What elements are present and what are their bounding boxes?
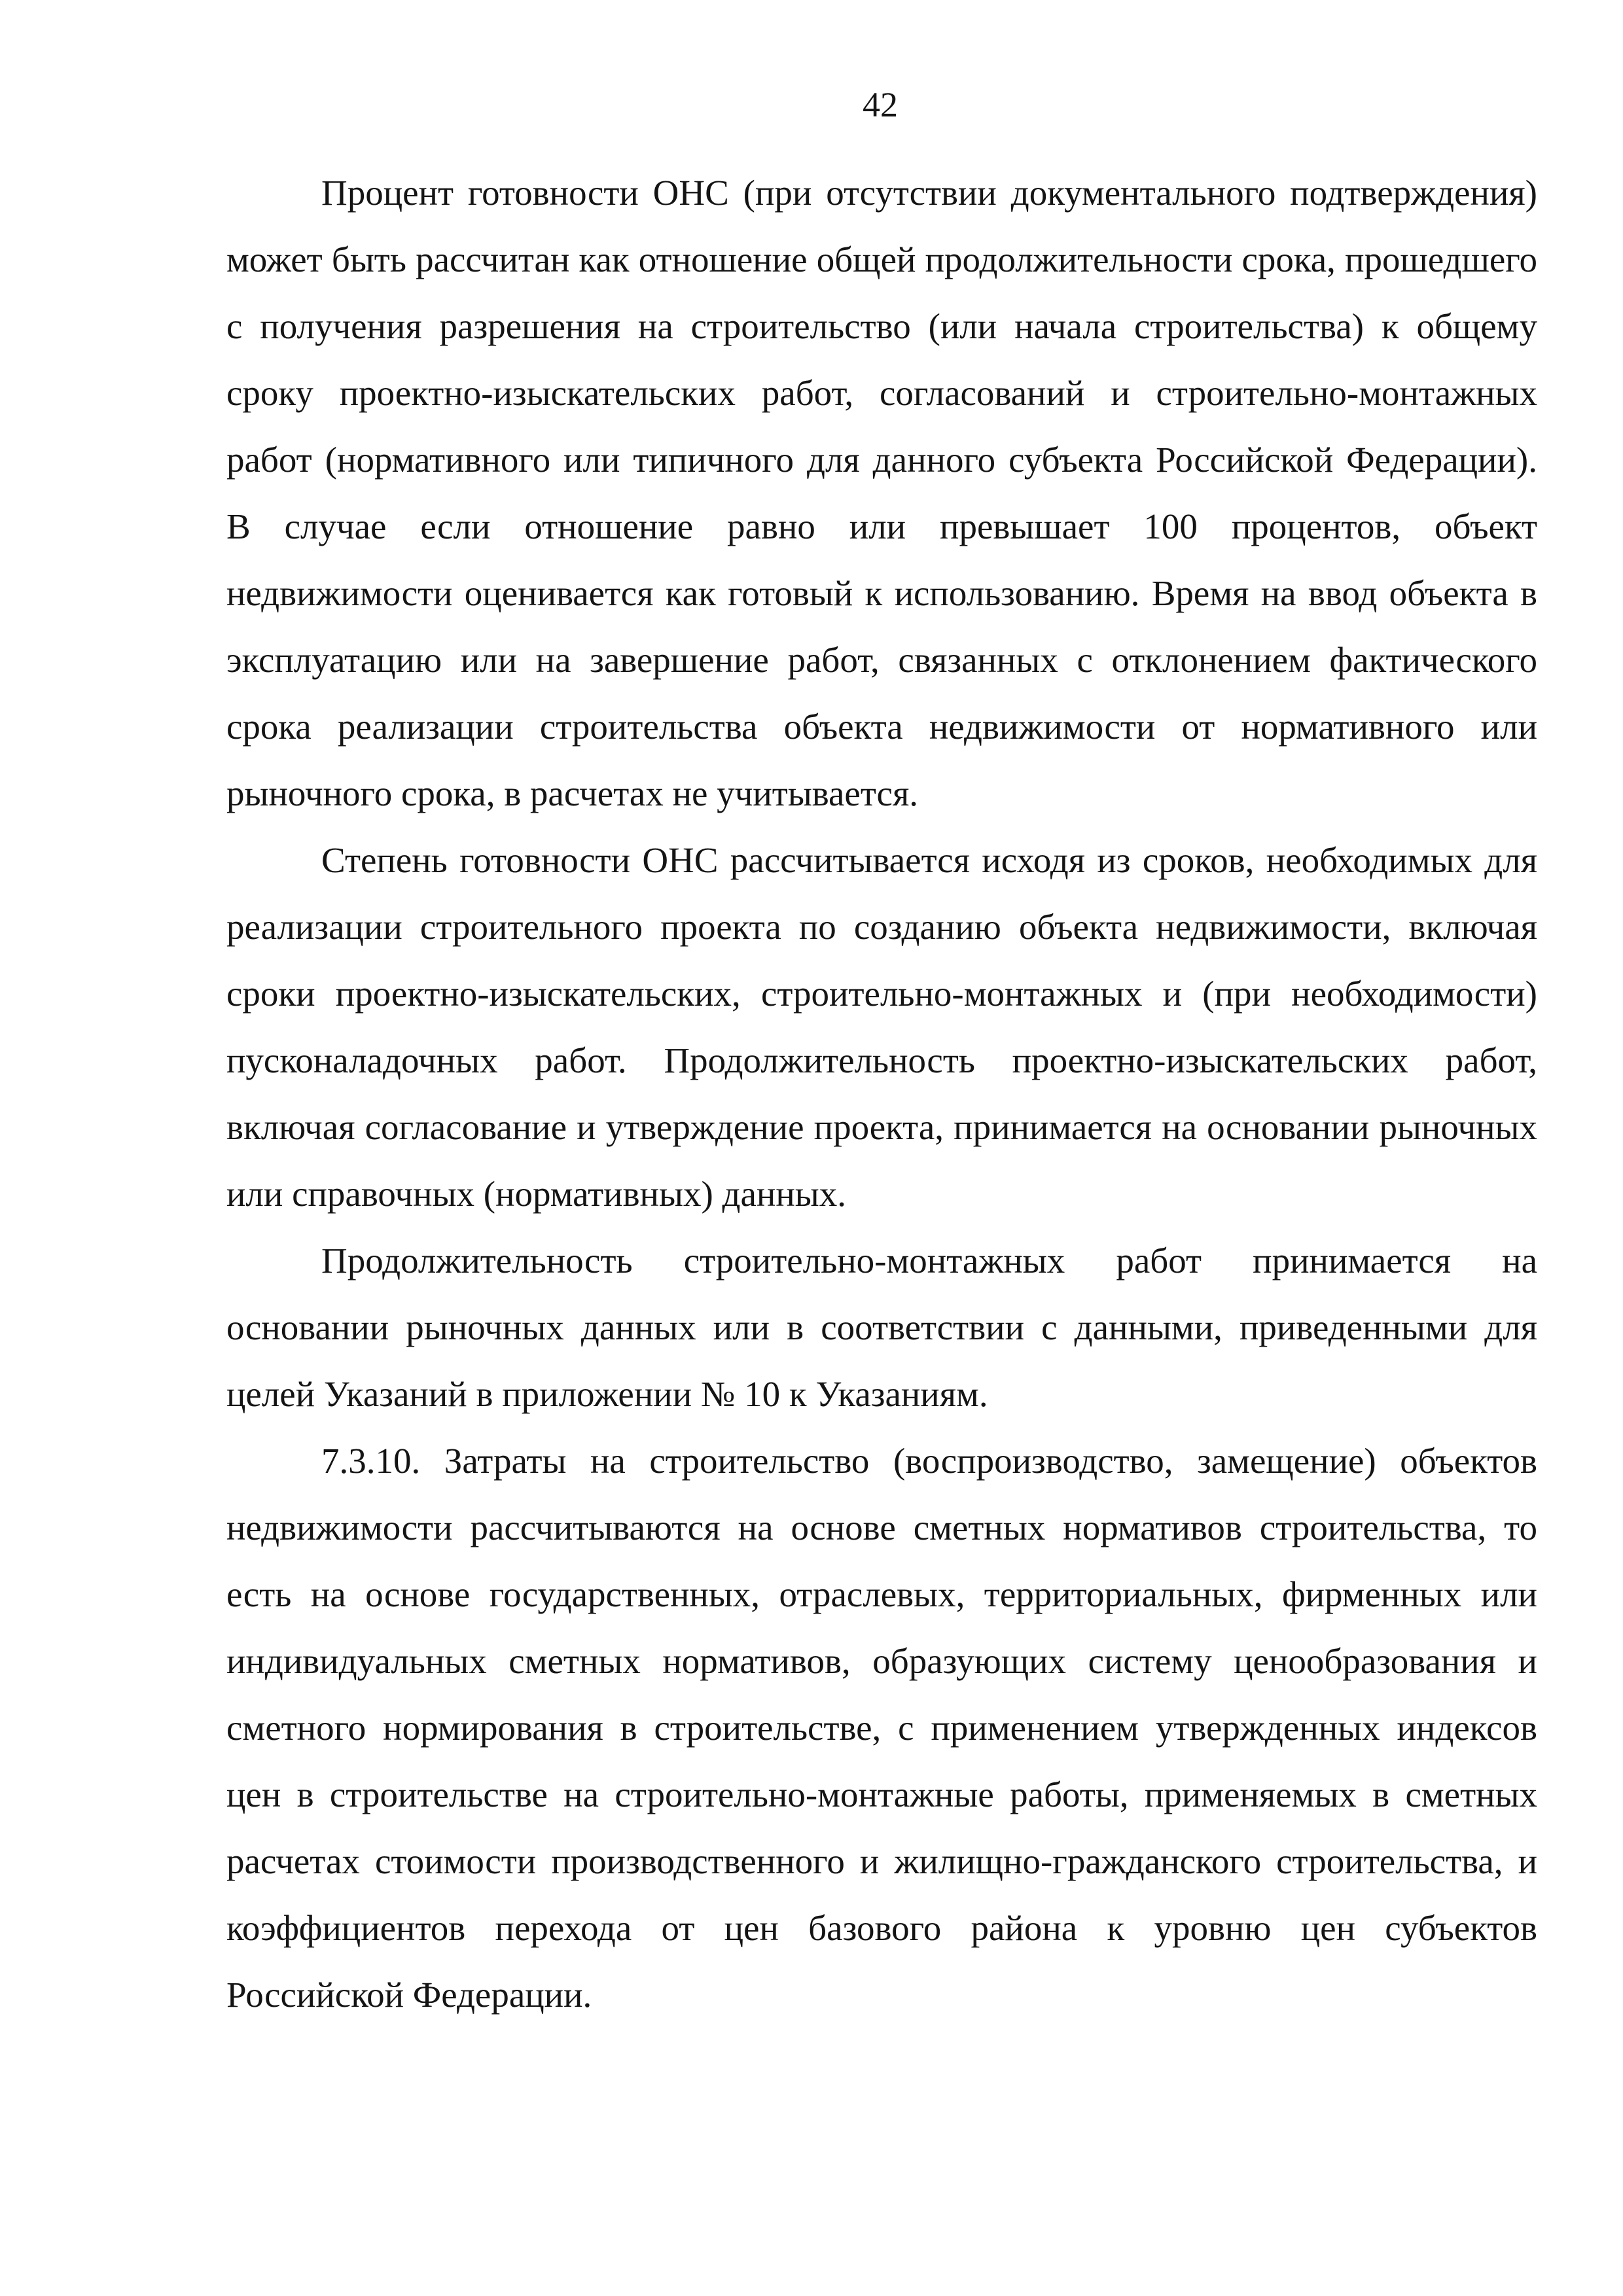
page-number: 42 [863, 85, 898, 124]
paragraph-section-7-3-10: 7.3.10. Затраты на строительство (воспроизводство, замещение) объектов недвижимости рассчитываются на основе сметных нормативов строительства, то есть на основе государственных, отраслевых, территориальных, фирменных или индивидуальных сметных нормативов, образующих систему ценообразования и сметного нормирования в строительстве, с применением утвержденных индексов цен в строительстве на строительно-монтажные работы, применяемых в сметных расчетах стоимости производственного и жилищно-гражданского строительства, и коэффициентов перехода от цен базового района к уровню цен субъектов Российской Федерации. [226, 1441, 1537, 2015]
document-body [226, 160, 1537, 2028]
paragraph-readiness-percent: Процент готовности ОНС (при отсутствии документального подтверждения) может быть рассчитан как отношение общей продолжительности срока, прошедшего с получения разрешения на строительство (или начала строительства) к общему сроку проектно-изыскательских работ, согласований и строительно-монтажных работ (нормативного или типичного для данного субъекта Российской Федерации). В случае если отношение равно или превышает 100 процентов, объект недвижимости оценивается как готовый к использованию. Время на ввод объекта в эксплуатацию или на завершение работ, связанных с отклонением фактического срока реализации строительства объекта недвижимости от нормативного или рыночного срока, в расчетах не учитывается. [226, 173, 1537, 813]
paragraph-readiness-degree: Степень готовности ОНС рассчитывается исходя из сроков, необходимых для реализации строительного проекта по созданию объекта недвижимости, включая сроки проектно-изыскательских, строительно-монтажных и (при необходимости) пусконаладочных работ. Продолжительность проектно-изыскательских работ, включая согласование и утверждение проекта, принимается на основании рыночных или справочных (нормативных) данных. [226, 840, 1537, 1214]
paragraph-construction-duration: Продолжительность строительно-монтажных работ принимается на основании рыночных данных или в соответствии с данными, приведенными для целей Указаний в приложении № 10 к Указаниям. [226, 1241, 1537, 1414]
